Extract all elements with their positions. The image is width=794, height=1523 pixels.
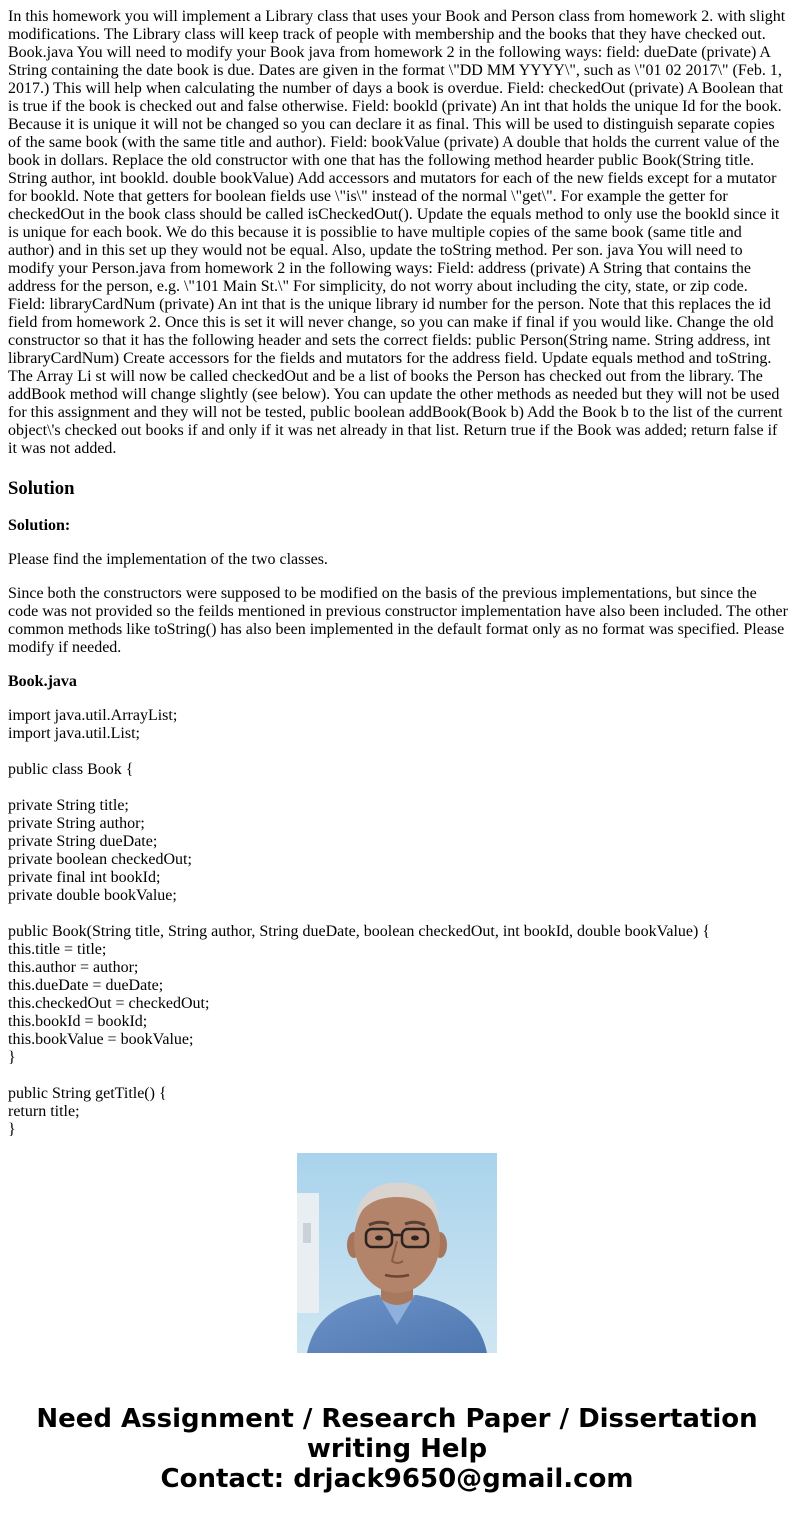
code-line: private String author; xyxy=(8,815,145,832)
file-label: Book.java xyxy=(8,673,77,690)
code-line: public class Book { xyxy=(8,761,134,778)
code-line xyxy=(8,1067,788,1085)
code-line: private String dueDate; xyxy=(8,833,158,850)
promo-contact: Contact: drjack9650@gmail.com xyxy=(160,1464,634,1494)
code-line: private boolean checkedOut; xyxy=(8,851,192,868)
solution-note: Since both the constructors were supposed to be modified on the basis of the previous implementations, but since the code was not provided so the feilds mentioned in previous constructor implementation have also been included. The other common methods like toString() has also been implemented in the default format only as no format was specified. Please modify if needed. xyxy=(8,585,788,656)
solution-intro: Please find the implementation of the two classes. xyxy=(8,551,328,568)
solution-heading: Solution xyxy=(8,478,75,499)
author-avatar xyxy=(297,1153,497,1353)
code-line: } xyxy=(8,1121,16,1138)
code-line: public Book(String title, String author, String dueDate, boolean checkedOut, int bookId, double bookValue) { xyxy=(8,923,711,940)
solution-label: Solution: xyxy=(8,517,71,534)
code-line: this.author = author; xyxy=(8,959,139,976)
code-line: import java.util.ArrayList; xyxy=(8,707,178,724)
question-text: In this homework you will implement a Library class that uses your Book and Person class from homework 2. with slight modifications. The Library class will keep track of people with membership and the books that they have checked out. Book.java You will need to modify your Book java from homework 2 in the following ways: field: dueDate (private) A String containing the date book is due. Dates are given in the format \"DD MM YYYY\", such as \"01 02 2017\" (Feb. 1, 2017.) This will help when calculating the number of days a book is overdue. Field: checkedOut (private) A Boolean that is true if the book is checked out and false otherwise. Field: bookld (private) An int that holds the unique Id for the book. Because it is unique it will not be changed so you can declare it as final. This will be used to distinguish separate copies of the same book (with the same title and author). Field: bookValue (private) A double that holds the current value of the book in dollars. Replace the old constructor with one that has the following method hearder public Book(String title. String author, int bookld. double bookValue) Add accessors and mutators for each of the new fields except for a mutator for bookld. Note that getters for boolean fields use \"is\" instead of the normal \"get\". For example the getter for checkedOut in the book class should be called isCheckedOut(). Update the equals method to only use the bookld since it is unique for each book. We do this because it is possiblie to have multiple copies of the same book (same title and author) and in this set up they would not be equal. Also, update the toString method. Per son. java You will need to modify your Person.java from homework 2 in the following ways: Field: address (private) A String that contains the address for the person, e.g. \"101 Main St.\" For simplicity, do not worry about including the city, state, or zip code. Field: libraryCardNum (private) An int that is the unique library id number for the person. Note that this replaces the id field from homework 2. Once this is set it will never change, so you can make if final if you would like. Change the old constructor so that it has the following header and sets the correct fields: public Person(String name. String address, int libraryCardNum) Create accessors for the fields and mutators for the address field. Update equals method and toString. The Array Li st will now be called checkedOut and be a list of books the Person has checked out from the library. The addBook method will change slightly (see below). You can update the other methods as needed but they will not be used for this assignment and they will not be tested, public boolean addBook(Book b) Add the Book b to the list of the current object\'s checked out books if and only if it was net already in that list. Return true if the Book was added; return false if it was not added. xyxy=(8,8,786,457)
code-line xyxy=(8,905,788,923)
code-line xyxy=(8,779,788,797)
page-content xyxy=(8,8,788,1138)
code-line: this.dueDate = dueDate; xyxy=(8,977,164,994)
promo-line-1: Need Assignment / Research Paper / Dissertation writing Help xyxy=(36,1404,758,1464)
code-line: private double bookValue; xyxy=(8,887,177,904)
code-line: public String getTitle() { xyxy=(8,1085,167,1102)
code-line: import java.util.List; xyxy=(8,725,140,742)
code-line: private final int bookId; xyxy=(8,869,161,886)
code-line: } xyxy=(8,1049,16,1066)
code-line: this.bookId = bookId; xyxy=(8,1013,148,1030)
code-block xyxy=(8,707,788,1138)
code-line: return title; xyxy=(8,1103,80,1120)
code-line: this.title = title; xyxy=(8,941,107,958)
code-line xyxy=(8,743,788,761)
author-portrait xyxy=(297,1153,497,1353)
code-line: private String title; xyxy=(8,797,129,814)
code-line: this.checkedOut = checkedOut; xyxy=(8,995,210,1012)
promo-banner xyxy=(0,1404,794,1494)
code-line: this.bookValue = bookValue; xyxy=(8,1031,194,1048)
